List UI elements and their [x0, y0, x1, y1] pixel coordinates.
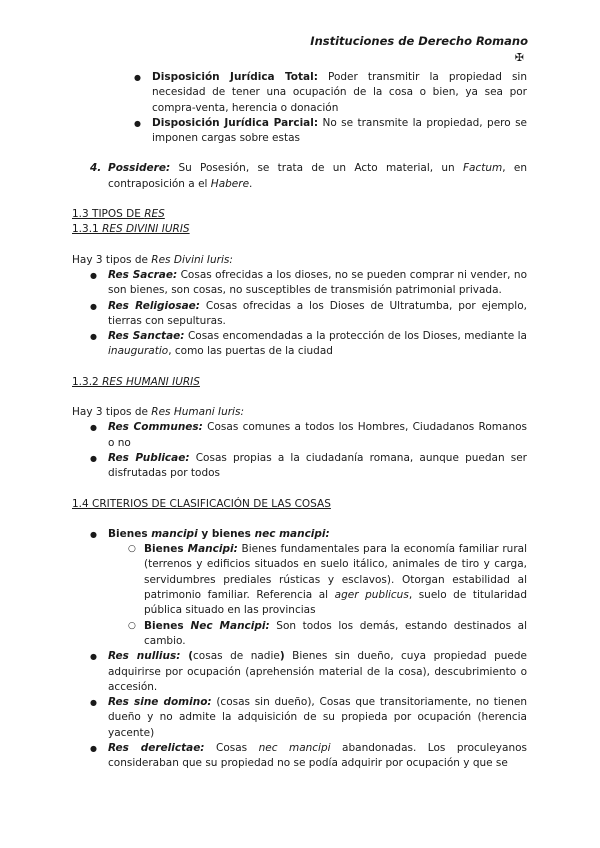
cross-icon: ✠: [514, 51, 524, 64]
running-header: Instituciones de Derecho Romano: [310, 34, 528, 48]
document-body: [72, 70, 527, 772]
paragraph: Hay 3 tipos de Res Humani Iuris:: [72, 406, 244, 419]
list-item: ● Res Communes: Cosas comunes a todos los Hombres, Ciudadanos Romanos o no: [72, 420, 527, 451]
section-heading-1-3: 1.3 TIPOS DE RES: [72, 208, 165, 221]
list-item: ● Disposición Jurídica Total: Poder transmitir la propiedad sin necesidad de tener una ocupación de la cosa o bien, ya sea por compra-venta, herencia o donación: [116, 70, 527, 116]
paragraph: Hay 3 tipos de Res Divini Iuris:: [72, 253, 233, 266]
list-item: ● Res Publicae: Cosas propias a la ciudadanía romana, aunque puedan ser disfrutadas por todos: [72, 451, 527, 482]
numbered-item-possidere: 4. Possidere: Su Posesión, se trata de un Acto material, un Factum, en contraposición a el Habere.: [90, 162, 527, 190]
list-item: ● Res Sanctae: Cosas encomendadas a la protección de los Dioses, mediante la inauguratio, como las puertas de la ciudad: [72, 329, 527, 360]
disposicion-list: [116, 70, 527, 146]
list-item: ● Res sine domino: (cosas sin dueño), Cosas que transitoriamente, no tienen dueño y no admite la adquisición de su propieda por ocupación (herencia yacente): [72, 695, 527, 741]
section-heading-1-3-1: 1.3.1 RES DIVINI IURIS: [72, 223, 190, 236]
list-item: ● Res Sacrae: Cosas ofrecidas a los dioses, no se pueden comprar ni vender, no son bienes, son cosas, no susceptibles de transmisión patrimonial privada.: [72, 268, 527, 299]
list-item: ● Res nullius: (cosas de nadie) Bienes sin dueño, cuya propiedad puede adquirirse por ocupación (aprehensión material de la cosa), descubrimiento o accesión.: [72, 649, 527, 695]
list-item: ● Res derelictae: Cosas nec mancipi abandonadas. Los proculeyanos consideraban que su propiedad no se podía adquirir por ocupación y que se: [72, 741, 527, 772]
section-heading-1-3-2: 1.3.2 RES HUMANI IURIS: [72, 375, 200, 388]
list-item: ● Disposición Jurídica Parcial: No se transmite la propiedad, pero se imponen cargas sobre estas: [116, 116, 527, 147]
list-item: ● Res Religiosae: Cosas ofrecidas a los Dioses de Ultratumba, por ejemplo, tierras con sepulturas.: [72, 299, 527, 330]
list-item: ○ Bienes Nec Mancipi: Son todos los demás, estando destinados al cambio.: [72, 619, 527, 650]
list-item: ○ Bienes Mancipi: Bienes fundamentales para la economía familiar rural (terrenos y edificios situados en suelo itálico, animales de tiro y carga, servidumbres prediales rústicas y esclavos). Otorgan estabilidad al patrimonio familiar. Referencia al ager publicus, suelo de titularidad pública situado en las provincias: [72, 542, 527, 618]
list-item: ● Bienes mancipi y bienes nec mancipi:: [72, 527, 527, 542]
section-heading-1-4: 1.4 CRITERIOS DE CLASIFICACIÓN DE LAS COSAS: [72, 497, 331, 510]
